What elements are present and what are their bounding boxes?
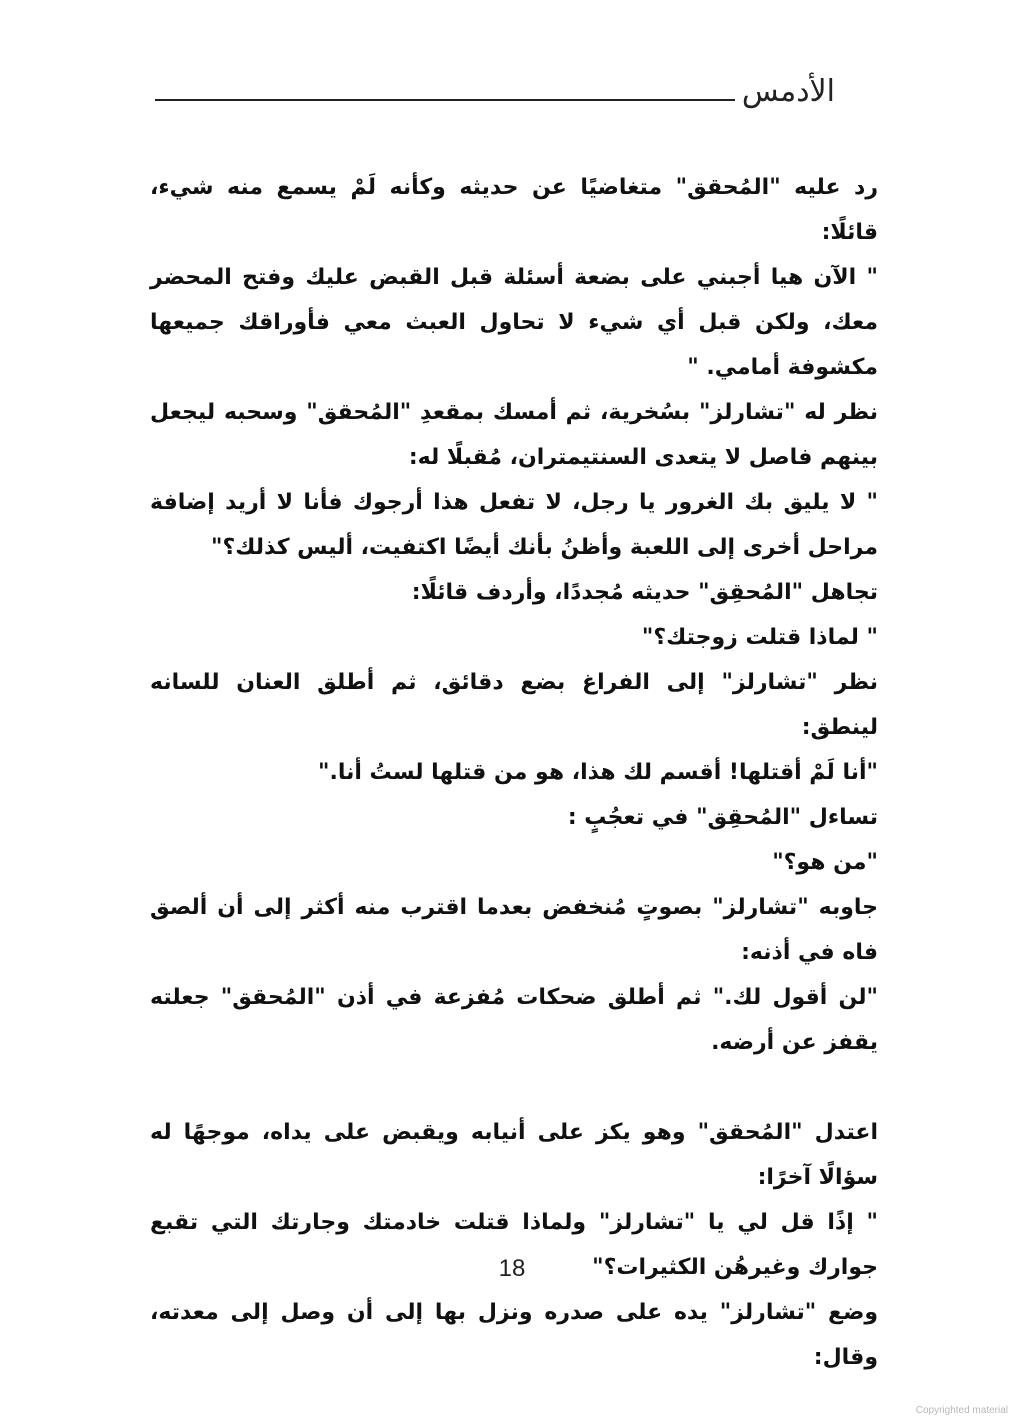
paragraph: نظر "تشارلز" إلى الفراغ بضع دقائق، ثم أطلق العنان للسانه لينطق: <box>150 670 878 740</box>
paragraph-gap <box>150 1065 878 1110</box>
paragraph: اعتدل "المُحقق" وهو يكز على أنيابه ويقبض على يداه، موجهًا له سؤالًا آخرًا: <box>150 1120 878 1190</box>
paragraph: جاوبه "تشارلز" بصوتٍ مُنخفض بعدما اقترب منه أكثر إلى أن ألصق فاه في أذنه: <box>150 895 878 965</box>
paragraph: " الآن هيا أجبني على بضعة أسئلة قبل القبض عليك وفتح المحضر معك، ولكن قبل أي شيء لا تحاول العبث معي فأوراقك جميعها مكشوفة أمامي. " <box>150 265 878 380</box>
paragraph: " لا يليق بك الغرور يا رجل، لا تفعل هذا أرجوك فأنا لا أريد إضافة مراحل أخرى إلى اللعبة وأظنُ بأنك أيضًا اكتفيت، أليس كذلك؟" <box>150 490 878 560</box>
paragraph: "من هو؟" <box>772 850 878 875</box>
running-header <box>155 72 835 112</box>
paragraph: " إذًا قل لي يا "تشارلز" ولماذا قتلت خادمتك وجارتك التي تقبع جوارك وغيرهُن الكثيرات؟" <box>150 1210 878 1280</box>
page-number: 18 <box>498 1255 526 1282</box>
paragraph: نظر له "تشارلز" بسُخرية، ثم أمسك بمقعدِ "المُحقق" وسحبه ليجعل بينهم فاصل لا يتعدى السنتيمتران، مُقبلًا له: <box>150 400 878 470</box>
paragraph: "أنا لَمْ أقتلها! أقسم لك هذا، هو من قتلها لستُ أنا." <box>318 760 878 785</box>
paragraph: تجاهل "المُحقِق" حديثه مُجددًا، وأردف قائلًا: <box>411 580 878 605</box>
paragraph: رد عليه "المُحقق" متغاضيًا عن حديثه وكأنه لَمْ يسمع منه شيء، قائلًا: <box>150 175 878 245</box>
paragraph: " لماذا قتلت زوجتك؟" <box>641 625 878 650</box>
copyright-watermark: Copyrighted material <box>915 1405 1008 1416</box>
book-title: الأدمس <box>736 72 835 112</box>
paragraph: تساءل "المُحقِق" في تعجُبٍ : <box>567 805 878 830</box>
header-rule <box>155 99 735 101</box>
paragraph: "لن أقول لك." ثم أطلق ضحكات مُفزعة في أذن "المُحقق" جعلته يقفز عن أرضه. <box>150 985 878 1055</box>
page-body <box>150 165 878 1380</box>
paragraph: وضع "تشارلز" يده على صدره ونزل بها إلى أن وصل إلى معدته، وقال: <box>150 1300 878 1370</box>
